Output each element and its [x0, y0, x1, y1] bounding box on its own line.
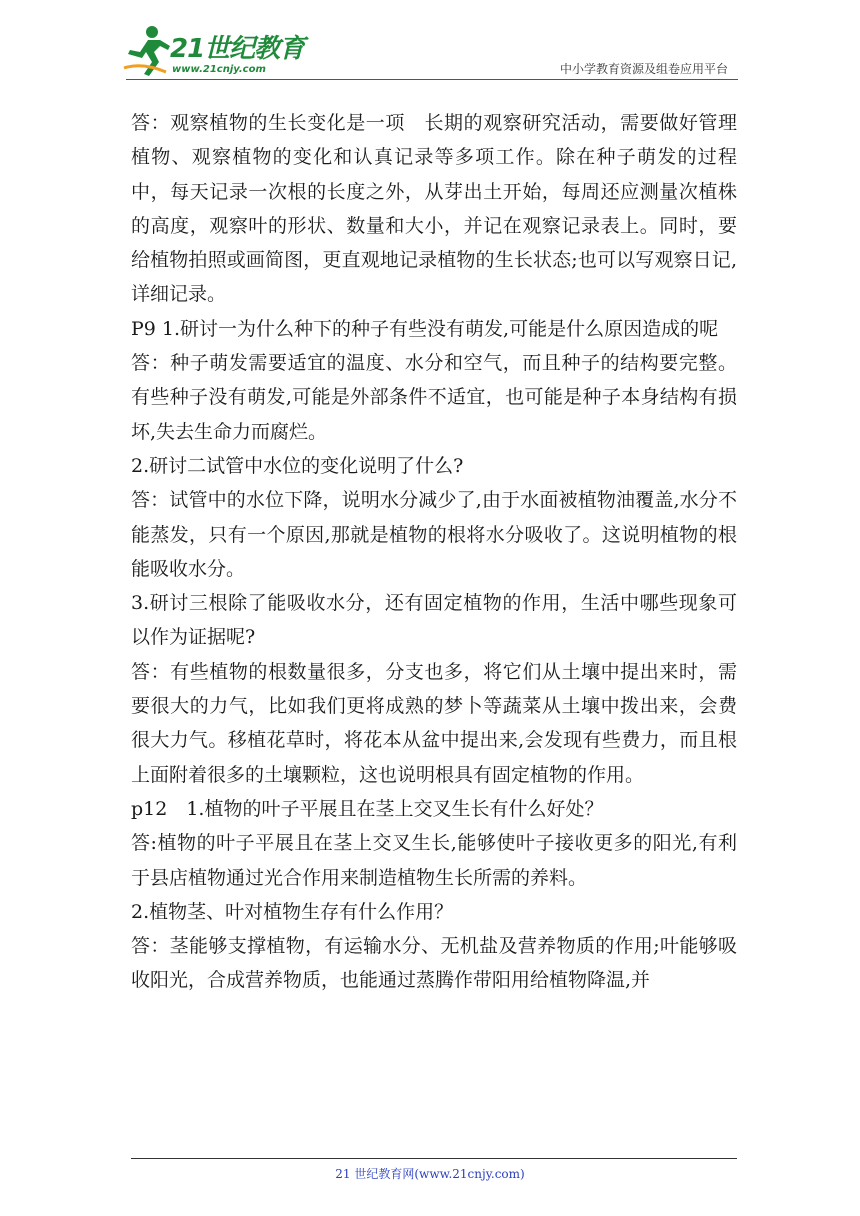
paragraph: P9 1.研讨一为什么种下的种子有些没有萌发,可能是什么原因造成的呢 [131, 317, 719, 340]
page-header [0, 0, 860, 90]
paragraph: 答：试管中的水位下降，说明水分减少了,由于水面被植物油覆盖,水分不能蒸发，只有一个原因,那就是植物的根将水分吸收了。这说明植物的根能吸收水分。 [131, 489, 737, 580]
runner-logo-icon [122, 22, 172, 80]
header-tagline: 中小学教育资源及组卷应用平台 [559, 62, 728, 76]
paragraph: 2.研讨二试管中水位的变化说明了什么? [131, 454, 464, 477]
paragraph: 2.植物茎、叶对植物生存有什么作用？ [131, 900, 454, 923]
paragraph: 答：观察植物的生长变化是一项 长期的观察研究活动，需要做好管理植物、观察植物的变化和认真记录等多项工作。除在种子萌发的过程中，每天记录一次根的长度之外，从芽出土开始，每周还应测量次植株的高度，观察叶的形状、数量和大小，并记在观察记录表上。同时，要给植物拍照或画简图，更直观地记录植物的生长状态;也可以写观察日记,详细记录。 [131, 112, 737, 306]
footer-divider [131, 1158, 737, 1159]
paragraph: 答:植物的叶子平展且在茎上交叉生长,能够使叶子接收更多的阳光,有利于县店植物通过光合作用来制造植物生长所需的养料。 [131, 832, 737, 889]
paragraph: 答：种子萌发需要适宜的温度、水分和空气，而且种子的结构要完整。有些种子没有萌发,可能是外部条件不适宜，也可能是种子本身结构有损坏,失去生命力而腐烂。 [131, 352, 737, 443]
logo-url: www.21cnjy.com [172, 64, 266, 75]
logo-title: 21世纪教育 [170, 34, 305, 64]
document-body [131, 106, 737, 998]
paragraph: p12 1.植物的叶子平展且在茎上交叉生长有什么好处？ [131, 797, 604, 820]
paragraph: 3.研讨三根除了能吸收水分，还有固定植物的作用，生活中哪些现象可以作为证据呢? [131, 592, 737, 649]
paragraph: 答：茎能够支撑植物，有运输水分、无机盐及营养物质的作用;叶能够吸收阳光，合成营养物质，也能通过蒸腾作带阳用给植物降温,并 [131, 935, 737, 992]
logo [122, 22, 305, 80]
paragraph: 答：有些植物的根数量很多，分支也多，将它们从土壤中提出来时，需要很大的力气，比如我们更将成熟的梦卜等蔬菜从土壤中拨出来，会费很大力气。移植花草时，将花本从盆中提出来,会发现有些费力，而且根上面附着很多的土壤颗粒，这也说明根具有固定植物的作用。 [131, 660, 737, 786]
footer-link[interactable]: 21 世纪教育网(www.21cnjy.com) [335, 1167, 525, 1181]
header-divider [126, 79, 738, 80]
